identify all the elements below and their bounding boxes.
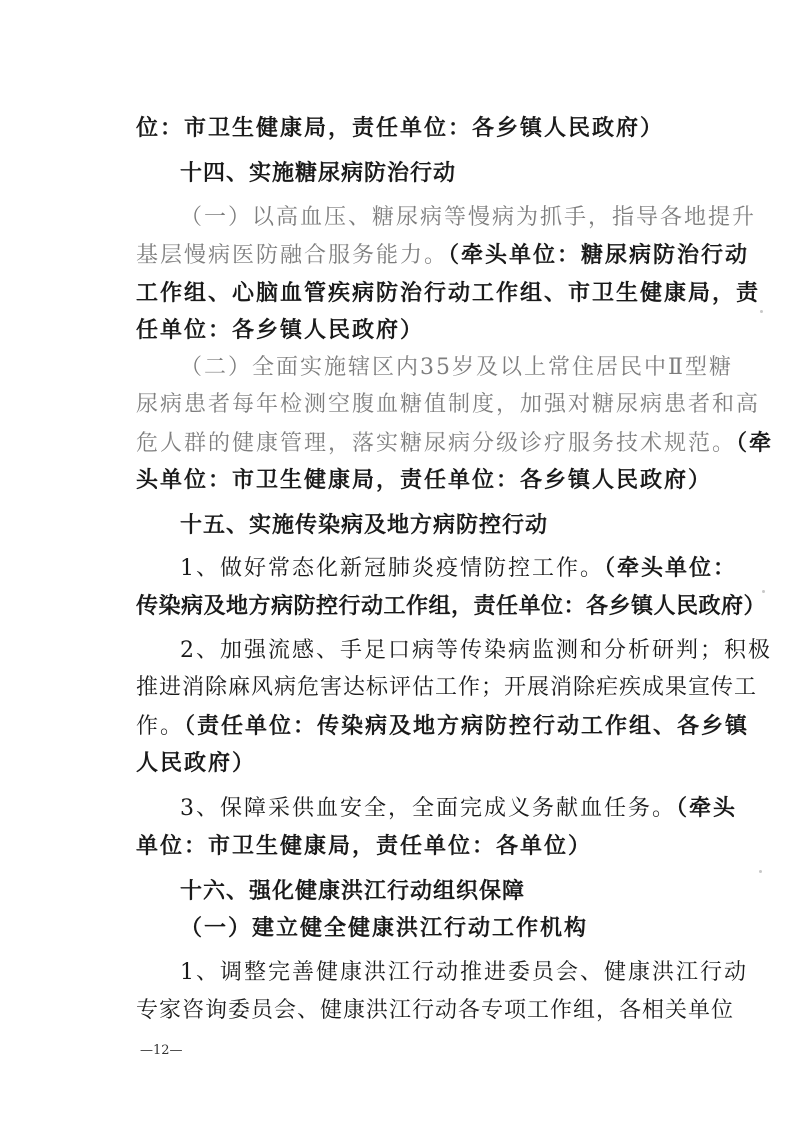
text-line-9 — [136, 428, 774, 459]
text-line-14: 2、加强流感、手足口病等传染病监测和分析研判；积极 — [180, 638, 772, 663]
text-line-10: 头单位：市卫生健康局，责任单位：各乡镇人民政府） — [136, 467, 713, 493]
subsection-heading: （一）建立健全健康洪江行动工作机构 — [180, 915, 589, 941]
text-line-7: （二）全面实施辖区内35岁及以上常住居民中Ⅱ型糖 — [180, 355, 733, 380]
text-line-5: 工作组、心脑血管疾病防治行动工作组、市卫生健康局，责 — [136, 280, 761, 306]
text-line-22: 1、调整完善健康洪江行动推进委员会、健康洪江行动 — [180, 960, 748, 985]
text-line-6: 任单位：各乡镇人民政府） — [136, 317, 425, 343]
section-heading-14: 十四、实施糖尿病防治行动 — [180, 160, 457, 186]
page-number: —12— — [140, 1043, 183, 1058]
text-line-13: 传染病及地方病防控行动工作组，责任单位：各乡镇人民政府） — [136, 593, 767, 619]
text-span-bold: （牵 — [736, 430, 774, 456]
scan-speck — [759, 870, 762, 873]
text-span-bold: （牵头单位： — [604, 555, 738, 581]
text-line-4 — [136, 240, 750, 271]
text-line-17: 人民政府） — [136, 750, 257, 776]
text-span-faint: 危人群的健康管理，落实糖尿病分级诊疗服务技术规范。 — [136, 431, 737, 456]
scan-speck — [760, 310, 763, 313]
text-line-3: （一）以高血压、糖尿病等慢病为抓手，指导各地提升 — [180, 205, 757, 230]
text-span-bold: （牵头 — [676, 795, 738, 821]
text-span: 作。 — [136, 714, 185, 739]
text-line-12 — [180, 553, 738, 584]
text-line-23: 专家咨询委员会、健康洪江行动各专项工作组，各相关单位 — [136, 998, 735, 1023]
text-line-16 — [136, 711, 750, 742]
text-span: 1、做好常态化新冠肺炎疫情防控工作。 — [180, 556, 604, 581]
text-span-bold: （牵头单位：糖尿病防治行动 — [448, 242, 750, 268]
text-line-1: 位：市卫生健康局，责任单位：各乡镇人民政府） — [136, 115, 665, 141]
text-span: 3、保障采供血安全，全面完成义务献血任务。 — [180, 796, 676, 821]
text-line-15: 推进消除麻风病危害达标评估工作；开展消除疟疾成果宣传工 — [136, 675, 758, 700]
section-heading-16: 十六、强化健康洪江行动组织保障 — [180, 878, 526, 904]
text-line-8: 尿病患者每年检测空腹血糖值制度，加强对糖尿病患者和高 — [136, 392, 761, 417]
text-line-18 — [180, 793, 738, 824]
text-line-19: 单位：市卫生健康局，责任单位：各单位） — [136, 833, 593, 859]
section-heading-15: 十五、实施传染病及地方病防控行动 — [180, 512, 549, 538]
scan-speck — [762, 590, 765, 593]
text-span-faint: 基层慢病医防融合服务能力。 — [136, 243, 449, 268]
text-span-bold: （责任单位：传染病及地方病防控行动工作组、各乡镇 — [184, 713, 750, 739]
